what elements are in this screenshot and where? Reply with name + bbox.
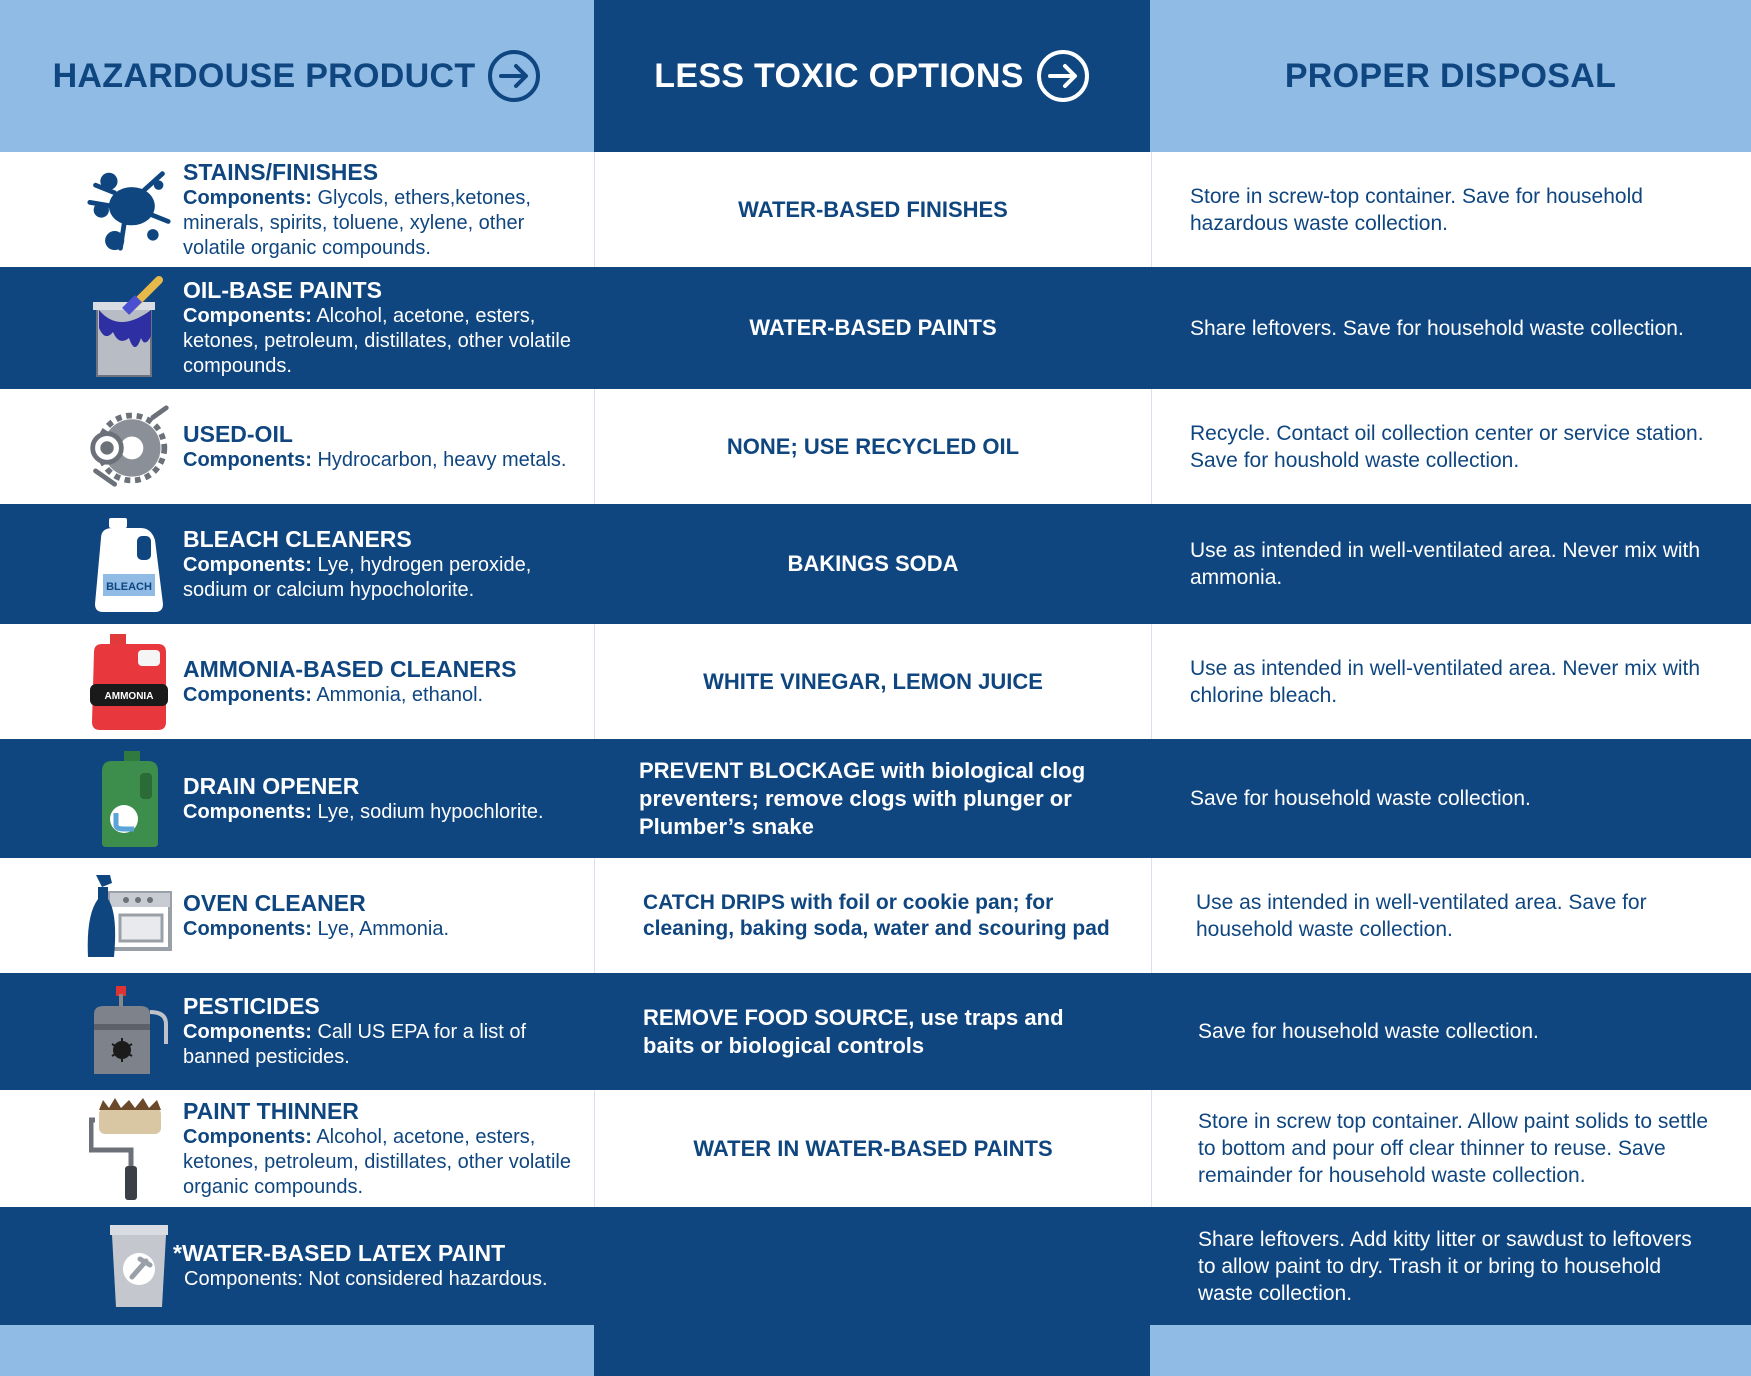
drain-opener-bottle-icon	[86, 749, 172, 849]
proper-disposal: Use as intended in well-ventilated area. Save for household waste collection.	[1196, 890, 1647, 941]
proper-disposal: Save for household waste collection.	[1198, 1020, 1539, 1043]
product-name: STAINS/FINISHES	[183, 158, 379, 185]
product-name: OIL-BASE PAINTS	[183, 277, 382, 303]
product-name: AMMONIA-BASED CLEANERS	[183, 655, 517, 682]
header-proper-disposal	[1150, 0, 1751, 152]
product-components: Components: Glycols, ethers,ketones, minerals, spirits, toluene, xylene, other volatile organic compounds.	[183, 186, 531, 259]
oven-spray-icon	[86, 866, 172, 966]
table-row	[0, 973, 1751, 1090]
product-name: PESTICIDES	[183, 993, 320, 1019]
header-hazardous-product	[0, 0, 594, 152]
paint-splatter-icon	[86, 160, 172, 260]
bleach-jug-icon	[86, 514, 172, 614]
product-components: Components: Not considered hazardous.	[184, 1268, 548, 1290]
product-components: Components: Lye, sodium hypochlorite.	[183, 800, 544, 823]
paint-bucket-icon	[96, 1216, 182, 1316]
proper-disposal: Share leftovers. Save for household waste collection.	[1190, 316, 1684, 340]
proper-disposal: Share leftovers. Add kitty litter or sawdust to leftovers to allow paint to dry. Trash it or bring to household waste collection.	[1198, 1227, 1692, 1305]
less-toxic-option: WATER-BASED FINISHES	[738, 196, 1008, 222]
less-toxic-option: WATER-BASED PAINTS	[749, 315, 997, 340]
product-components: Components: Alcohol, acetone, esters, ketones, petroleum, distillates, other volatile organic compounds.	[183, 1125, 571, 1198]
gear-tools-icon	[86, 397, 172, 497]
svg-text:AMMONIA: AMMONIA	[104, 690, 154, 702]
product-components: Components: Lye, Ammonia.	[183, 917, 449, 940]
less-toxic-option: WATER IN WATER-BASED PAINTS	[693, 1135, 1053, 1161]
proper-disposal: Save for household waste collection.	[1190, 787, 1531, 810]
table-row	[0, 267, 1751, 389]
table-row	[0, 1090, 1751, 1207]
pesticide-sprayer-icon	[86, 982, 172, 1082]
footer-band-right	[1150, 1325, 1751, 1376]
product-name: BLEACH CLEANERS	[183, 525, 412, 552]
footer-band-left	[0, 1325, 594, 1376]
product-components: Components: Lye, hydrogen peroxide, sodium or calcium hypocholorite.	[183, 553, 532, 601]
less-toxic-option: WHITE VINEGAR, LEMON JUICE	[703, 668, 1043, 694]
product-components: Components: Ammonia, ethanol.	[183, 683, 484, 706]
header-less-toxic-options	[594, 0, 1150, 152]
proper-disposal: Use as intended in well-ventilated area. Never mix with chlorine bleach.	[1190, 656, 1701, 707]
table-row	[0, 152, 1751, 267]
product-components: Components: Alcohol, acetone, esters, ketones, petroleum, distillates, other volatile compounds.	[183, 305, 571, 377]
table-row	[0, 739, 1751, 858]
table-row	[0, 389, 1751, 504]
proper-disposal: Use as intended in well-ventilated area. Never mix with ammonia.	[1190, 539, 1701, 589]
header-less-toxic-options-label: LESS TOXIC OPTIONS	[654, 56, 1024, 95]
proper-disposal: Store in screw-top container. Save for household hazardous waste collection.	[1190, 184, 1643, 235]
table-row	[0, 504, 1751, 624]
proper-disposal: Store in screw top container. Allow paint solids to settle to bottom and pour off clear thinner to reuse. Save remainder for household waste collection.	[1198, 1110, 1709, 1187]
less-toxic-option: REMOVE FOOD SOURCE, use traps and baits or biological controls	[643, 1004, 1064, 1058]
less-toxic-option: NONE; USE RECYCLED OIL	[726, 433, 1020, 459]
product-name: PAINT THINNER	[183, 1097, 359, 1124]
product-name: OVEN CLEANER	[183, 889, 366, 916]
header-hazardous-product-label: HAZARDOUSE PRODUCT	[52, 56, 476, 95]
product-components: Components: Hydrocarbon, heavy metals.	[183, 448, 567, 471]
ammonia-container-icon	[86, 632, 172, 732]
svg-text:BLEACH: BLEACH	[106, 581, 152, 593]
product-components: Components: Call US EPA for a list of banned pesticides.	[183, 1021, 527, 1068]
less-toxic-option: PREVENT BLOCKAGE with biological clog preventers; remove clogs with plunger or Plumber’s snake	[639, 757, 1086, 839]
header-proper-disposal-label: PROPER DISPOSAL	[1284, 56, 1617, 95]
arrow-circle-icon	[1036, 49, 1090, 103]
table-row	[0, 1207, 1751, 1325]
arrow-circle-icon	[487, 49, 541, 103]
less-toxic-option: BAKINGS SODA	[787, 551, 959, 576]
footer-band-center	[594, 1325, 1150, 1376]
paint-can-brush-icon	[86, 278, 172, 378]
product-name: *WATER-BASED LATEX PAINT	[173, 1240, 506, 1266]
product-name: USED-OIL	[183, 420, 293, 447]
table-row	[0, 858, 1751, 973]
table-row	[0, 624, 1751, 739]
paint-roller-icon	[86, 1099, 172, 1199]
proper-disposal: Recycle. Contact oil collection center or service station. Save for houshold waste collection.	[1190, 421, 1704, 472]
product-name: DRAIN OPENER	[183, 772, 360, 799]
less-toxic-option: CATCH DRIPS with foil or cookie pan; for cleaning, baking soda, water and scouring pad	[643, 890, 1110, 940]
